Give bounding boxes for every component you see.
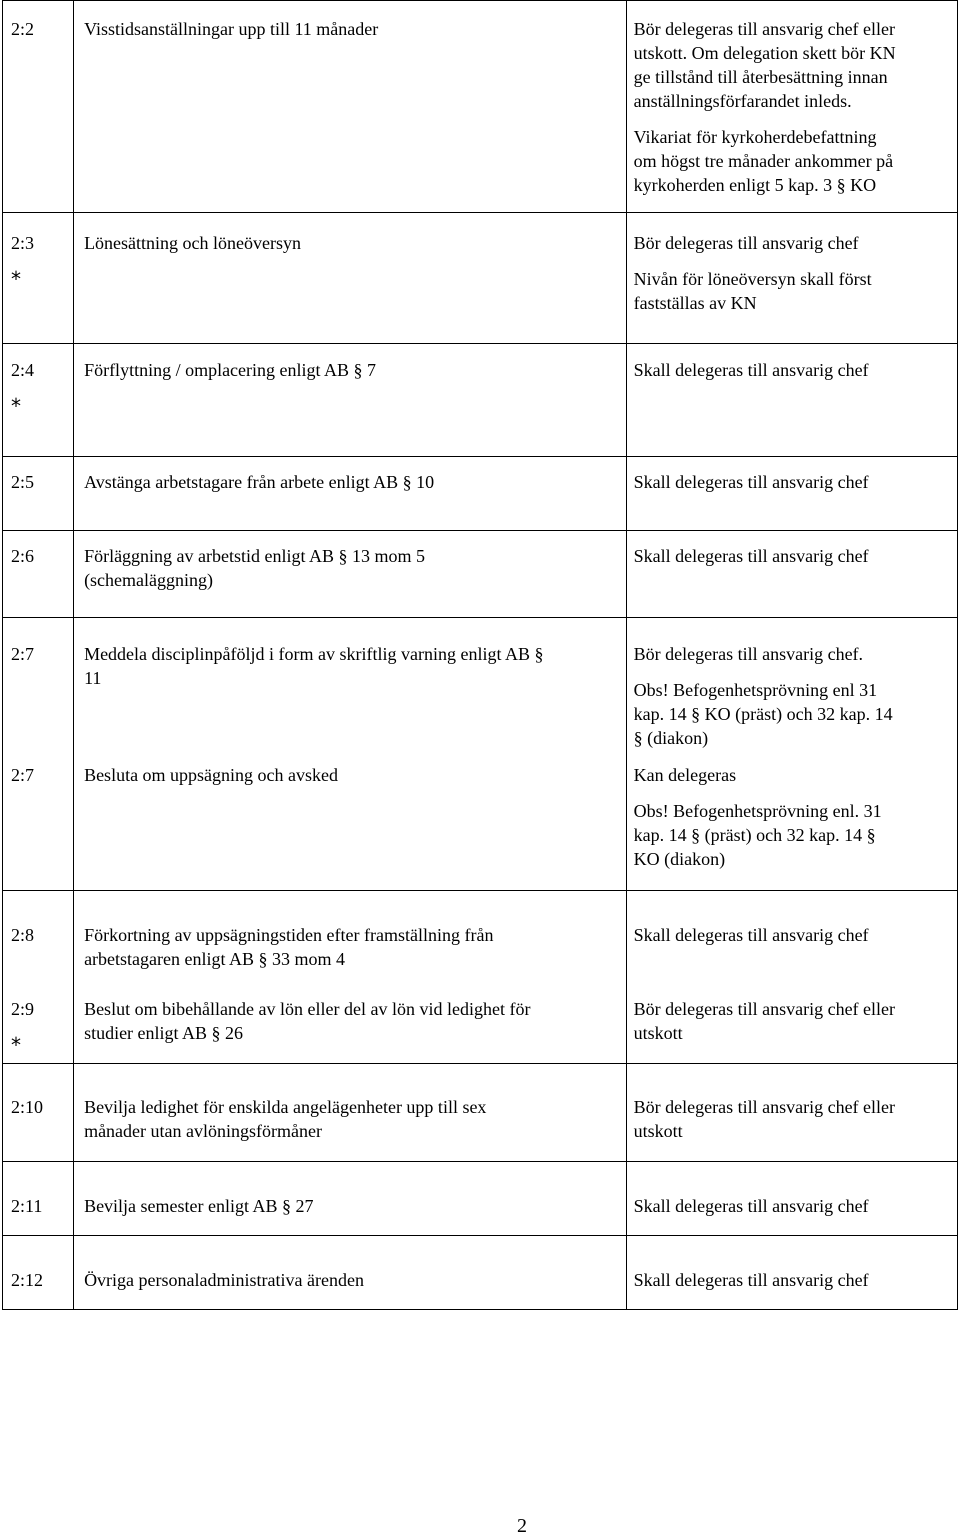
item-number: 2:2	[11, 19, 35, 39]
delegation-line: § (diakon)	[633, 728, 709, 748]
delegation-cell	[626, 457, 957, 531]
paragraph-gap	[634, 255, 951, 267]
table-row	[3, 1064, 958, 1162]
delegation-line: Obs! Befogenhetsprövning enl 31	[633, 680, 878, 700]
item-number-cell	[3, 1064, 74, 1162]
item-number: 2:3	[11, 233, 35, 253]
action-line: Avstänga arbetstagare från arbete enligt AB § 10	[84, 472, 435, 492]
delegation-line: Skall delegeras till ansvarig chef	[633, 546, 869, 566]
delegation-table	[2, 0, 958, 1310]
delegation-line: Bör delegeras till ansvarig chef.	[633, 644, 864, 664]
delegation-paragraph	[634, 17, 951, 113]
table-row	[3, 213, 958, 344]
delegation-line: Bör delegeras till ansvarig chef eller	[633, 19, 896, 39]
action-cell	[74, 891, 627, 1064]
asterisk-marker: *	[11, 1033, 21, 1057]
item-number: 2:12	[11, 1270, 44, 1290]
delegation-line: Skall delegeras till ansvarig chef	[633, 472, 869, 492]
delegation-paragraph	[634, 642, 951, 666]
delegation-line: Skall delegeras till ansvarig chef	[633, 1196, 869, 1216]
item-number-cell	[3, 1, 74, 213]
delegation-paragraph	[634, 799, 951, 871]
item-number: 2:7	[11, 644, 35, 664]
delegation-line: Kan delegeras	[633, 765, 737, 785]
action-line: studier enligt AB § 26	[84, 1023, 244, 1043]
delegation-paragraph	[634, 231, 951, 255]
delegation-paragraph	[634, 358, 951, 382]
table-row	[3, 531, 958, 618]
action-line: Övriga personaladministrativa ärenden	[84, 1270, 364, 1290]
delegation-line: anställningsförfarandet inleds.	[633, 91, 852, 111]
action-line: arbetstagaren enligt AB § 33 mom 4	[84, 949, 346, 969]
table-row	[3, 457, 958, 531]
action-cell	[74, 1162, 627, 1236]
action-cell	[74, 1236, 627, 1310]
item-number: 2:7	[11, 765, 35, 785]
delegation-cell	[626, 618, 957, 891]
item-number: 2:6	[11, 546, 35, 566]
action-cell	[74, 457, 627, 531]
action-line: Förkortning av uppsägningstiden efter framställning från	[84, 925, 494, 945]
item-number-cell	[3, 1162, 74, 1236]
delegation-line: KO (diakon)	[633, 849, 726, 869]
action-line: 11	[84, 668, 102, 688]
table-row	[3, 891, 958, 1064]
delegation-line: kyrkoherden enligt 5 kap. 3 § KO	[633, 175, 877, 195]
table-row	[3, 344, 958, 457]
delegation-line: Vikariat för kyrkoherdebefattning	[633, 127, 877, 147]
delegation-cell	[634, 763, 951, 871]
delegation-cell	[626, 1236, 957, 1310]
action-line: Besluta om uppsägning och avsked	[84, 765, 339, 785]
action-cell	[74, 344, 627, 457]
asterisk-marker: *	[11, 267, 21, 291]
item-number: 2:11	[11, 1196, 43, 1216]
action-cell	[74, 213, 627, 344]
delegation-line: Obs! Befogenhetsprövning enl. 31	[633, 801, 882, 821]
item-number: 2:4	[11, 360, 35, 380]
action-line: Förflyttning / omplacering enligt AB § 7	[84, 360, 377, 380]
table-row	[3, 618, 958, 891]
item-number-cell	[3, 457, 74, 531]
delegation-line: kap. 14 § KO (präst) och 32 kap. 14	[633, 704, 893, 724]
asterisk-marker: *	[11, 394, 21, 418]
action-cell	[74, 1064, 627, 1162]
action-line: Visstidsanställningar upp till 11 månader	[84, 19, 379, 39]
action-cell	[84, 997, 612, 1045]
delegation-paragraph	[634, 125, 951, 197]
delegation-paragraph	[634, 923, 951, 947]
delegation-table-body	[3, 1, 958, 1310]
action-line: Meddela disciplinpåföljd i form av skriftlig varning enligt AB §	[84, 644, 544, 664]
delegation-paragraph	[634, 544, 951, 568]
delegation-paragraph	[634, 267, 951, 315]
action-line: (schemaläggning)	[84, 570, 214, 590]
action-cell	[74, 531, 627, 618]
item-number-cell	[3, 618, 74, 891]
action-line: Bevilja ledighet för enskilda angelägenheter upp till sex	[84, 1097, 487, 1117]
action-line: Förläggning av arbetstid enligt AB § 13 mom 5	[84, 546, 426, 566]
delegation-paragraph	[634, 763, 951, 787]
delegation-cell	[626, 344, 957, 457]
paragraph-gap	[634, 787, 951, 799]
delegation-paragraph	[634, 1268, 951, 1292]
action-cell	[74, 1, 627, 213]
delegation-cell	[626, 891, 957, 1064]
delegation-line: Bör delegeras till ansvarig chef eller	[633, 1097, 896, 1117]
delegation-cell	[626, 1162, 957, 1236]
delegation-cell	[626, 213, 957, 344]
paragraph-gap	[634, 113, 951, 125]
item-number-cell	[3, 344, 74, 457]
delegation-line: Skall delegeras till ansvarig chef	[633, 360, 869, 380]
item-number: 2:5	[11, 472, 35, 492]
item-number-cell	[3, 213, 74, 344]
delegation-line: om högst tre månader ankommer på	[633, 151, 894, 171]
item-number-cell	[3, 531, 74, 618]
delegation-cell	[626, 1, 957, 213]
table-row	[3, 1236, 958, 1310]
table-row	[3, 1162, 958, 1236]
page-number: 2	[517, 1515, 527, 1537]
action-line: månader utan avlöningsförmåner	[84, 1121, 322, 1141]
action-cell	[84, 763, 612, 787]
item-number-cell	[11, 997, 34, 1055]
delegation-cell	[626, 1064, 957, 1162]
delegation-paragraph	[634, 678, 951, 750]
delegation-cell	[634, 997, 951, 1045]
delegation-line: Skall delegeras till ansvarig chef	[633, 1270, 869, 1290]
delegation-line: fastställas av KN	[633, 293, 757, 313]
delegation-paragraph	[634, 470, 951, 494]
item-number: 2:8	[11, 925, 35, 945]
delegation-line: utskott	[633, 1121, 683, 1141]
delegation-paragraph	[634, 1095, 951, 1143]
delegation-line: ge tillstånd till återbesättning innan	[633, 67, 888, 87]
item-number-cell	[3, 1236, 74, 1310]
delegation-paragraph	[634, 997, 951, 1045]
item-number: 2:9	[11, 999, 35, 1019]
action-cell	[74, 618, 627, 891]
item-number-cell	[3, 891, 74, 1064]
item-number-cell	[11, 763, 34, 787]
delegation-line: utskott. Om delegation skett bör KN	[633, 43, 896, 63]
delegation-line: utskott	[633, 1023, 683, 1043]
item-number: 2:10	[11, 1097, 44, 1117]
delegation-line: Skall delegeras till ansvarig chef	[633, 925, 869, 945]
delegation-cell	[626, 531, 957, 618]
table-row	[3, 1, 958, 213]
action-line: Lönesättning och löneöversyn	[84, 233, 302, 253]
delegation-line: Bör delegeras till ansvarig chef eller	[633, 999, 896, 1019]
action-line: Beslut om bibehållande av lön eller del av lön vid ledighet för	[84, 999, 531, 1019]
paragraph-gap	[634, 666, 951, 678]
action-line: Bevilja semester enligt AB § 27	[84, 1196, 314, 1216]
delegation-paragraph	[634, 1194, 951, 1218]
delegation-line: Bör delegeras till ansvarig chef	[633, 233, 859, 253]
delegation-line: kap. 14 § (präst) och 32 kap. 14 §	[633, 825, 876, 845]
delegation-line: Nivån för löneöversyn skall först	[633, 269, 872, 289]
